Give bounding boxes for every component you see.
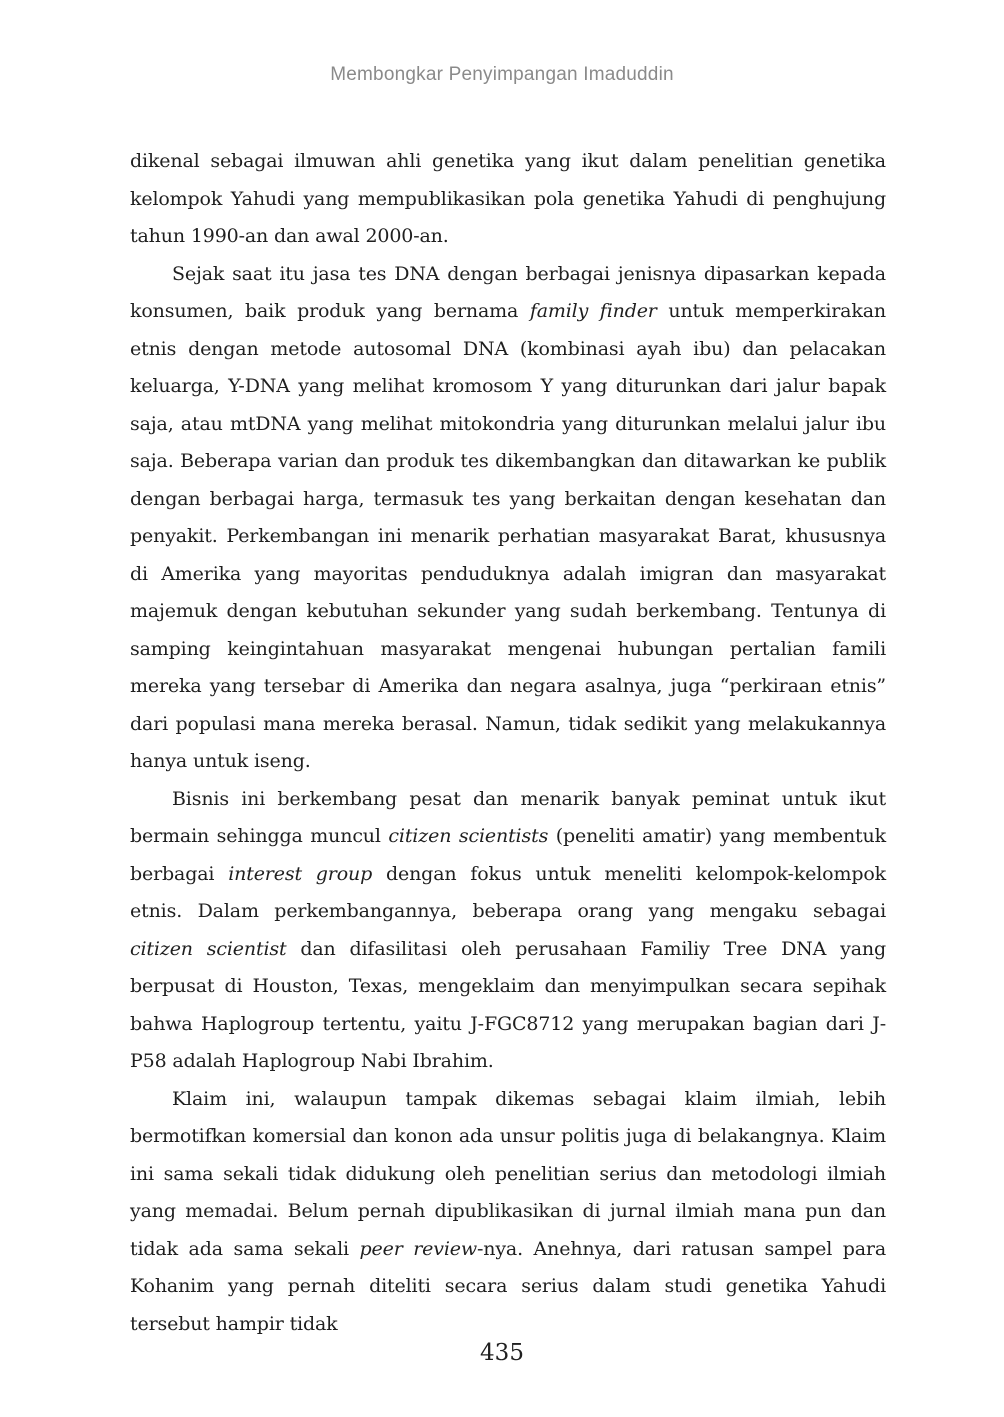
paragraph-3-emphasis-citizen-scientist: citizen scientist — [130, 937, 287, 960]
paragraph-3-text-c: dengan fokus untuk meneliti kelompok-kelompok etnis. Dalam perkembangannya, beberapa orang yang mengaku sebagai — [130, 862, 886, 922]
body-text — [130, 143, 886, 1343]
paragraph-2 — [130, 256, 886, 781]
paragraph-3-text-d: dan difasilitasi oleh perusahaan Familiy Tree DNA yang berpusat di Houston, Texas, mengeklaim dan menyimpulkan secara sepihak bahwa Haplogroup tertentu, yaitu J-FGC8712 yang merupakan bagian dari J-P58 adalah Haplogroup Nabi Ibrahim. — [130, 937, 886, 1072]
page-number: 435 — [480, 1340, 524, 1366]
running-header: Membongkar Penyimpangan Imaduddin — [330, 64, 674, 85]
paragraph-3-emphasis-interest-group: interest group — [228, 862, 373, 885]
paragraph-1: dikenal sebagai ilmuwan ahli genetika yang ikut dalam penelitian genetika kelompok Yahudi yang mempublikasikan pola genetika Yahudi di penghujung tahun 1990-an dan awal 2000-an. — [130, 150, 886, 247]
paragraph-4-text-a: Klaim ini, walaupun tampak dikemas sebagai klaim ilmiah, lebih bermotifkan komersial dan konon ada unsur politis juga di belakangnya. Klaim ini sama sekali tidak didukung oleh penelitian serius dan metodologi ilmiah yang memadai. Belum pernah dipublikasikan di jurnal ilmiah mana pun dan tidak ada sama sekali — [130, 1087, 886, 1260]
paragraph-2-text-b: untuk memperkirakan etnis dengan metode autosomal DNA (kombinasi ayah ibu) dan pelacakan keluarga, Y-DNA yang melihat kromosom Y yang diturunkan dari jalur bapak saja, atau mtDNA yang melihat mitokondria yang diturunkan melalui jalur ibu saja. Beberapa varian dan produk tes dikembangkan dan ditawarkan ke publik dengan berbagai harga, termasuk tes yang berkaitan dengan kesehatan dan penyakit. Perkembangan ini menarik perhatian masyarakat Barat, khususnya di Amerika yang mayoritas penduduknya adalah imigran dan masyarakat majemuk dengan kebutuhan sekunder yang sudah berkembang. Tentunya di samping keingintahuan masyarakat mengenai hubungan pertalian famili mereka yang tersebar di Amerika dan negara asalnya, juga “perkiraan etnis” dari populasi mana mereka berasal. Namun, tidak sedikit yang melakukannya hanya untuk iseng. — [130, 300, 886, 772]
paragraph-4-emphasis-peer-review: peer review — [359, 1237, 477, 1260]
paragraph-3-text-b: (peneliti amatir) yang membentuk berbagai — [130, 825, 886, 885]
paragraph-3 — [130, 781, 886, 1081]
paragraph-2-text-a: Sejak saat itu jasa tes DNA dengan berbagai jenisnya dipasarkan kepada konsumen, baik produk yang bernama — [130, 262, 886, 322]
paragraph-4-text-b: -nya. Anehnya, dari ratusan sampel para Kohanim yang pernah diteliti secara serius dalam studi genetika Yahudi tersebut hampir tidak — [130, 1237, 886, 1335]
paragraph-2-emphasis-family-finder: family finder — [529, 300, 657, 322]
paragraph-3-text-a: Bisnis ini berkembang pesat dan menarik banyak peminat untuk ikut bermain sehingga muncul — [130, 787, 886, 847]
paragraph-4 — [130, 1081, 886, 1344]
paragraph-3-emphasis-citizen-scientists: citizen scientists — [388, 825, 549, 847]
